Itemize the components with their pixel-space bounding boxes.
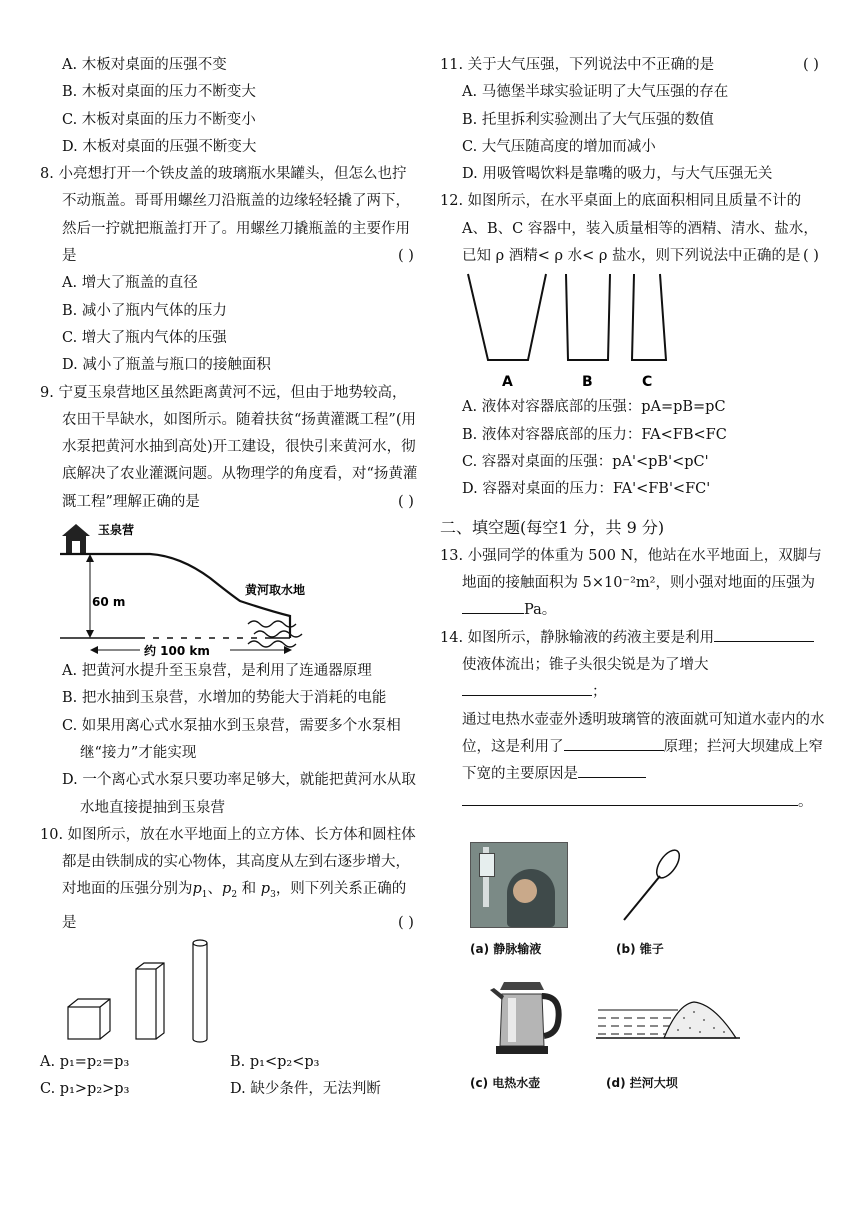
- q8-option-d[interactable]: D. 减小了瓶盖与瓶口的接触面积: [62, 357, 271, 374]
- container-b-label: B: [582, 374, 593, 391]
- q14-text-f: 。: [798, 793, 813, 810]
- q9-option-c[interactable]: C. 如果用离心式水泵抽水到玉泉营，需要多个水泵相继“接力”才能实现: [62, 717, 401, 761]
- q12-containers-figure: [440, 270, 820, 394]
- q14-blank-3[interactable]: [564, 734, 664, 751]
- question-8: 8. 小亮想打开一个铁皮盖的玻璃瓶水果罐头，但怎么也拧不动瓶盖。哥哥用螺丝刀沿瓶盖的边缘轻轻撬了两下，然后一拧就把瓶盖打开了。用螺丝刀撬瓶盖的主要作用是 ( ) A. 增大了瓶盖的直径 B. 减小了瓶内气体的压力 C. 增大了瓶内气体的压强 D. 减小了瓶盖与瓶口的接触面积: [40, 161, 420, 379]
- q8-stem: 8. 小亮想打开一个铁皮盖的玻璃瓶水果罐头，但怎么也拧不动瓶盖。哥哥用螺丝刀沿瓶盖的边缘轻轻撬了两下，然后一拧就把瓶盖打开了。用螺丝刀撬瓶盖的主要作用是: [40, 166, 410, 265]
- q10-options-row2: [40, 1076, 420, 1103]
- right-column: [440, 52, 825, 1114]
- dam-icon: [594, 998, 744, 1044]
- question-11: 11. 关于大气压强，下列说法中不正确的是 ( ) A. 马德堡半球实验证明了大气压强的存在 B. 托里拆利实验测出了大气压强的数值 C. 大气压随高度的增加而减小 D. 用吸管喝饮料是靠嘴的吸力，与大气压强无关: [440, 52, 825, 188]
- question-9: 9. 宁夏玉泉营地区虽然距离黄河不远，但由于地势较高，农田干旱缺水，如图所示。随着扶贫“扬黄灌溉工程”(用水泵把黄河水抽到高处)开工建设，很快引来黄河水，彻底解决了农业灌溉问题。从物理学的角度看，对“扬黄灌溉工程”理解正确的是 ( ) 玉泉营 60 m 约 100 km 黄河取水地 A. 把黄河水提升至玉泉营，是利用了连通器原理 B. 把水抽到玉泉营，水增加的势能大于消耗的电能 C. 如果用离心式水泵抽水到玉泉营，需要多个水泵相继“接力”才能实现 D. 一个离心式水泵只要功率足够大，就能把黄河水从取水地直接提抽到玉泉营: [40, 380, 420, 822]
- caption-b: (b) 锥子: [616, 941, 664, 956]
- q14-text-b: 使液体流出；锥子头很尖锐是为了增大: [462, 657, 709, 674]
- house-icon: [62, 524, 90, 554]
- question-12: 12. 如图所示，在水平桌面上的底面积相同且质量不计的A、B、C 容器中，装入质量相等的酒精、清水、盐水，已知 ρ 酒精< ρ 水< ρ 盐水，则下列说法中正确的是 ( ) A B C A. 液体对容器底部的压强：pA=pB=pC B. 液体对容器底部的压力：FA<FB<FC C. 容器对桌面的压强：pA'<pB'<pC' D. 容器对桌面的压力：FA'<FB'<FC': [440, 188, 825, 503]
- q10-option-d[interactable]: D. 缺少条件，无法判断: [230, 1081, 381, 1098]
- container-c-label: C: [642, 374, 653, 391]
- source-label: 黄河取水地: [245, 583, 306, 598]
- q12-option-c[interactable]: C. 容器对桌面的压强：pA'<pB'<pC': [462, 453, 709, 470]
- iv-drip-photo: [470, 842, 568, 928]
- caption-a: (a) 静脉输液: [470, 941, 542, 956]
- question-14: [440, 625, 825, 1114]
- q14-text-d: 通过电热水壶壶外透明玻璃管的液面就可知道水壶内的水位，这是利用了: [462, 711, 825, 755]
- q13-blank[interactable]: [462, 597, 524, 614]
- q10-option-c[interactable]: C. p₁>p₂>p₃: [40, 1081, 130, 1098]
- question-10: 10. 如图所示，放在水平地面上的立方体、长方体和圆柱体都是由铁制成的实心物体，其高度从左到右逐步增大，对地面的压强分别为$p_1$、$p_2$ 和 $p_3$，则下列关系正确的是 ( ) A. p₁=p₂=p₃ B. p₁<p₂<p₃ C. p₁>p₂>p₃ D. 缺少条件，无法判断: [40, 822, 420, 1104]
- q12-option-b[interactable]: B. 液体对容器底部的压力：FA<FB<FC: [462, 426, 727, 443]
- q11-stem: 11. 关于大气压强，下列说法中不正确的是: [440, 57, 715, 73]
- river-waves-icon: [248, 621, 302, 647]
- height-label: 60 m: [92, 595, 126, 610]
- q10-solids-figure: [40, 937, 420, 1049]
- q14-figures: [440, 832, 825, 1114]
- left-column: [40, 52, 420, 1104]
- q7-option-d[interactable]: D. 木板对桌面的压强不断变大: [62, 138, 257, 155]
- caption-d: (d) 拦河大坝: [606, 1075, 678, 1090]
- q10-stem-a: 10. 如图所示，放在水平地面上的立方体、长方体和圆柱体都是由铁制成的实心物体，其高度从左到右逐步增大，对地面的压强分别为: [40, 826, 416, 898]
- q14-blank-4a[interactable]: [578, 761, 646, 778]
- awl-icon: [616, 846, 686, 926]
- q9-stem: 9. 宁夏玉泉营地区虽然距离黄河不远，但由于地势较高，农田干旱缺水，如图所示。随着扶贫“扬黄灌溉工程”(用水泵把黄河水抽到高处)开工建设，很快引来黄河水，彻底解决了农业灌溉问题。从物理学的角度看，对“扬黄灌溉工程”理解正确的是: [40, 384, 418, 510]
- q11-option-d[interactable]: D. 用吸管喝饮料是靠嘴的吸力，与大气压强无关: [462, 166, 773, 183]
- section-2-heading: 二、填空题(每空1 分，共 9 分): [440, 517, 665, 537]
- q10-options: [40, 1049, 420, 1076]
- container-b: [566, 274, 610, 360]
- q8-option-a[interactable]: A. 增大了瓶盖的直径: [62, 275, 198, 292]
- cube-shape: [68, 999, 110, 1039]
- q10-stem-b: ，则下列关系正确的是: [62, 881, 407, 931]
- q12-stem: 12. 如图所示，在水平桌面上的底面积相同且质量不计的A、B、C 容器中，装入质量相等的酒精、清水、盐水，已知 ρ 酒精< ρ 水< ρ 盐水，则下列说法中正确的是: [440, 193, 818, 265]
- q14-text-c: ；: [592, 684, 607, 701]
- q9-option-b[interactable]: B. 把水抽到玉泉营，水增加的势能大于消耗的电能: [62, 690, 387, 707]
- q9-option-a[interactable]: A. 把黄河水提升至玉泉营，是利用了连通器原理: [62, 663, 372, 680]
- caption-c: (c) 电热水壶: [470, 1075, 541, 1090]
- q11-option-a[interactable]: A. 马德堡半球实验证明了大气压强的存在: [462, 84, 729, 101]
- q9-option-d[interactable]: D. 一个离心式水泵只要功率足够大，就能把黄河水从取水地直接提抽到玉泉营: [62, 772, 416, 816]
- q10-option-b[interactable]: B. p₁<p₂<p₃: [230, 1053, 320, 1070]
- q13-text-a: 13. 小强同学的体重为 500 N，他站在水平地面上，双脚与地面的接触面积为 5×10⁻²m²，则小强对地面的压强为: [440, 547, 822, 592]
- q12-option-a[interactable]: A. 液体对容器底部的压强：pA=pB=pC: [462, 399, 726, 416]
- q12-option-d[interactable]: D. 容器对桌面的压力：FA'<FB'<FC': [462, 481, 711, 498]
- q14-blank-1a[interactable]: [714, 625, 770, 642]
- q14-blank-2[interactable]: [462, 679, 592, 696]
- q11-option-c[interactable]: C. 大气压随高度的增加而减小: [462, 138, 656, 155]
- q14-blank-4b[interactable]: [462, 789, 798, 806]
- q14-text-a: 14. 如图所示，静脉输液的药液主要是利用: [440, 629, 715, 646]
- container-a-label: A: [502, 374, 513, 391]
- distance-label: 约 100 km: [144, 644, 210, 659]
- container-a: [468, 274, 546, 360]
- place-label: 玉泉营: [98, 523, 135, 538]
- kettle-icon: [486, 972, 566, 1056]
- q7-option-b[interactable]: B. 木板对桌面的压力不断变大: [62, 84, 256, 101]
- q14-text-e: 原理；拦河大坝建成上窄下宽的主要原因是: [462, 738, 823, 783]
- q9-terrain-figure: [40, 516, 420, 658]
- q13-text-b: Pa。: [524, 602, 557, 619]
- q14-blank-1b[interactable]: [770, 625, 814, 642]
- q8-option-b[interactable]: B. 减小了瓶内气体的压力: [62, 302, 227, 319]
- q11-option-b[interactable]: B. 托里拆利实验测出了大气压强的数值: [462, 111, 714, 128]
- container-c: [632, 274, 666, 360]
- question-13: [440, 543, 825, 625]
- cylinder-shape: [193, 940, 207, 1042]
- cuboid-shape: [136, 963, 164, 1039]
- q8-option-c[interactable]: C. 增大了瓶内气体的压强: [62, 329, 227, 346]
- q10-option-a[interactable]: A. p₁=p₂=p₃: [40, 1053, 130, 1070]
- q7-option-a[interactable]: A. 木板对桌面的压强不变: [62, 57, 227, 73]
- q7-option-c[interactable]: C. 木板对桌面的压力不断变小: [62, 111, 256, 128]
- q7-options: [40, 52, 420, 161]
